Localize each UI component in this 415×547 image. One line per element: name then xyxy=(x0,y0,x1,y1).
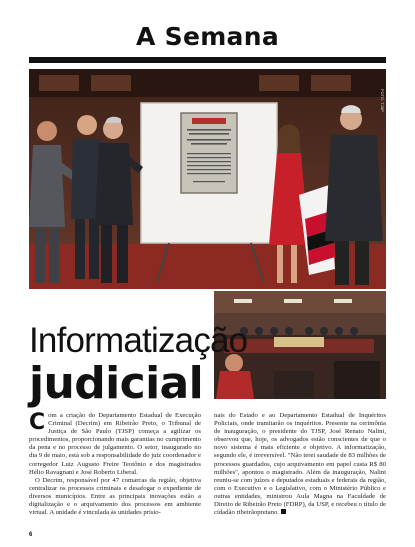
article-column-2 xyxy=(214,412,386,517)
section-title: A Semana xyxy=(135,22,279,51)
page-number: 6 xyxy=(29,532,33,538)
paragraph-3 xyxy=(214,412,386,517)
paragraph-2: O Decrim, responsável por 47 comarcas da região, objetiva centralizar os processos criminais e desafogar o expediente de diversos municípios. Entre as principais inovações estão a digitalização e o arquivamento dos processos em ambiente virtual. A unidade é vinculada às unidades prisio- xyxy=(29,476,201,517)
dropcap: C xyxy=(29,410,46,435)
article-body xyxy=(29,412,386,522)
paragraph-1-text: om a criação do Departamento Estadual de Execução Criminal (Decrim) em Ribeirão Preto, o Tribunal de Justiça de São Paulo (TJSP) começa a agilizar os procedimentos, proporcionando mais garantias no cumprimento da pena e no processo de julgamento. O setor, inaugurado no dia 9 de maio, está sob a responsabilidade do juiz coordenador e corregedor Luiz Augusto Freire Teotônio e dos magistrados Hélio Ravagnani e José Roberto Liberal. xyxy=(29,412,201,476)
inauguration-scene xyxy=(29,69,386,289)
headline-line-2: judicial xyxy=(29,358,204,409)
main-photo xyxy=(29,69,386,289)
article-column-1 xyxy=(29,412,201,517)
headline-line-1: Informatização xyxy=(29,321,248,360)
paragraph-1 xyxy=(29,412,201,477)
header-rule xyxy=(29,57,386,63)
section-header xyxy=(0,0,415,66)
photo-credit: FOTO: TJSP xyxy=(380,89,385,112)
end-mark-icon xyxy=(281,509,286,514)
paragraph-3-text: nais do Estado e ao Departamento Estadual de Inquéritos Policiais, onde tramitarão os inquéritos. Presente na cerimônia de inauguração, o presidente do TJSP, José Renato Nalini, observou que, hoje, os advogados estão conscientes de que o novo sistema é mais eficiente e objetivo. A informatização, segundo ele, é irreversível. "Não terei saudade de 83 milhões de processos guardados, cujo arquivamento em papel custa R$ 80 milhões", apontou o magistrado. Além da inauguração, Nalini reuniu-se com juízes e deputados estaduais e federais da região, com o Executivo e o Legislativo, com o Ministério Público e outras entidades, ministrou Aula Magna na Faculdade de Direito de Ribeirão Preto (FDRP), da USP, e recebeu o título de cidadão ribeirãopretano. xyxy=(214,412,386,517)
